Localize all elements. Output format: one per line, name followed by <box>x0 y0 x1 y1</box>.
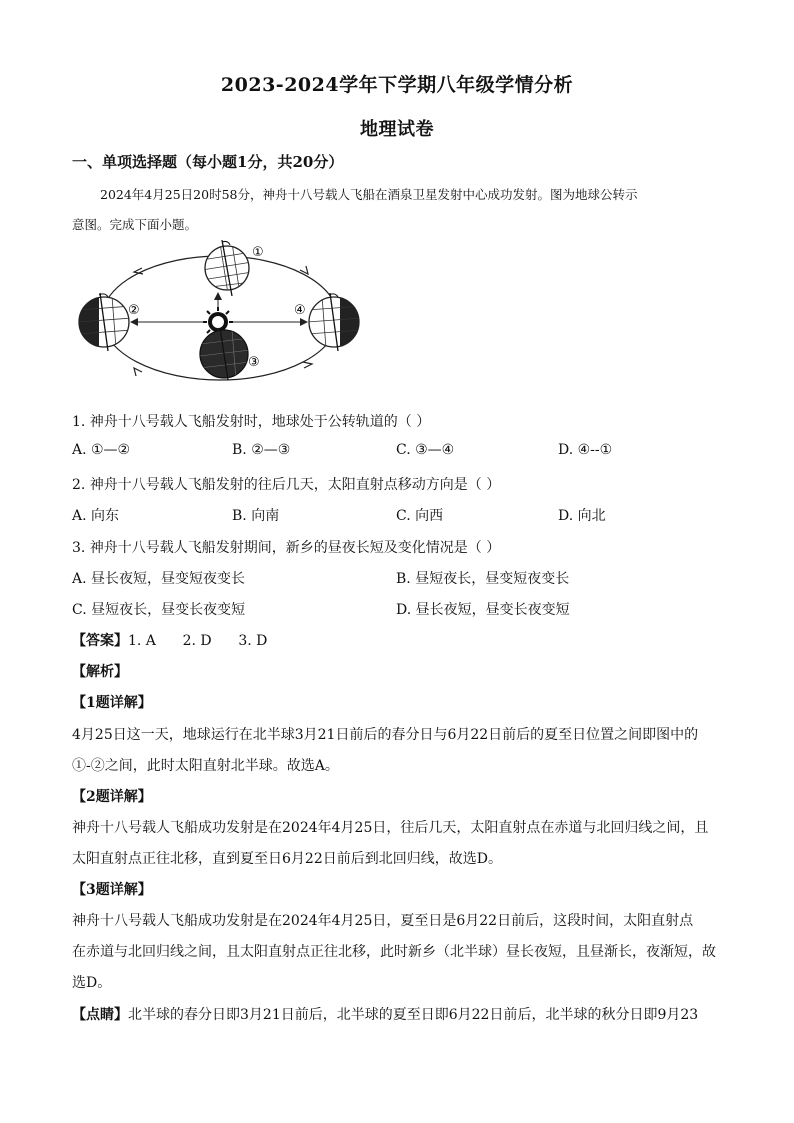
answer-row <box>72 630 267 650</box>
question-1-option-d: D. ④--① <box>558 442 613 458</box>
intro-text-line1: 2024年4月25日20时58分，神舟十八号载人飞船在酒泉卫星发射中心成功发射。图为地球公转示 <box>100 187 638 202</box>
question-1-option-c: C. ③—④ <box>396 442 455 458</box>
tip-label: 【点睛】 <box>72 1007 128 1023</box>
position-label-4: ④ <box>294 303 306 318</box>
position-label-1: ① <box>252 245 264 260</box>
q2-explanation-label: 【2题详解】 <box>72 789 152 805</box>
q1-explanation-line2: ①-②之间，此时太阳直射北半球。故选A。 <box>72 758 339 774</box>
q3-explanation-line2: 在赤道与北回归线之间，且太阳直射点正往北移，此时新乡（北半球）昼长夜短，且昼渐长，夜渐短，故 <box>72 944 716 960</box>
earth-position-3 <box>200 328 260 380</box>
question-2-option-a: A. 向东 <box>72 508 120 524</box>
question-3-stem: 3. 神舟十八号载人飞船发射期间，新乡的昼夜长短及变化情况是（ ） <box>72 540 501 556</box>
analysis-label: 【解析】 <box>72 664 128 680</box>
answer-text: 1. A 2. D 3. D <box>128 633 268 649</box>
position-label-2: ② <box>128 303 140 318</box>
earth-position-1 <box>202 240 264 296</box>
q3-explanation-line3: 选D。 <box>72 975 112 991</box>
q2-explanation-line2: 太阳直射点正往北移，直到夏至日6月22日前后到北回归线，故选D。 <box>72 851 502 867</box>
question-2-option-b: B. 向南 <box>232 508 280 524</box>
tip-text: 北半球的春分日即3月21日前后，北半球的夏至日即6月22日前后，北半球的秋分日即9月23 <box>128 1007 699 1023</box>
question-3-option-a: A. 昼长夜短，昼变短夜变长 <box>72 571 246 587</box>
question-2-option-d: D. 向北 <box>558 508 606 524</box>
answer-label: 【答案】 <box>72 633 128 649</box>
earth-position-2 <box>77 293 140 353</box>
question-2-option-c: C. 向西 <box>396 508 444 524</box>
question-2-stem: 2. 神舟十八号载人飞船发射的往后几天，太阳直射点移动方向是（ ） <box>72 477 501 493</box>
question-1-option-b: B. ②—③ <box>232 442 291 458</box>
orbit-arrow-icon <box>134 368 142 376</box>
position-label-3: ③ <box>248 355 260 370</box>
tip-row <box>72 1004 698 1024</box>
earth-revolution-diagram <box>72 238 372 388</box>
question-1-stem: 1. 神舟十八号载人飞船发射时，地球处于公转轨道的（ ） <box>72 414 431 430</box>
q3-explanation-label: 【3题详解】 <box>72 882 152 898</box>
page-title: 2023-2024学年下学期八年级学情分析 <box>220 74 574 96</box>
intro-text-line2: 意图。完成下面小题。 <box>72 217 198 232</box>
page-subtitle: 地理试卷 <box>360 119 434 140</box>
q2-explanation-line1: 神舟十八号载人飞船成功发射是在2024年4月25日，往后几天，太阳直射点在赤道与北回归线之间，且 <box>72 820 709 836</box>
question-3-option-b: B. 昼短夜长，昼变短夜变长 <box>396 571 570 587</box>
section-heading: 一、单项选择题（每小题1分，共20分） <box>72 153 344 171</box>
question-3-option-d: D. 昼长夜短，昼变长夜变短 <box>396 602 570 618</box>
earth-position-4 <box>294 293 362 353</box>
question-1-option-a: A. ①—② <box>72 442 131 458</box>
q1-explanation-label: 【1题详解】 <box>72 695 152 711</box>
question-3-option-c: C. 昼短夜长，昼变长夜变短 <box>72 602 246 618</box>
orbit-arrow-icon <box>303 362 312 368</box>
q3-explanation-line1: 神舟十八号载人飞船成功发射是在2024年4月25日，夏至日是6月22日前后，这段时间，太阳直射点 <box>72 913 694 929</box>
q1-explanation-line1: 4月25日这一天，地球运行在北半球3月21日前后的春分日与6月22日前后的夏至日位置之间即图中的 <box>72 727 699 743</box>
